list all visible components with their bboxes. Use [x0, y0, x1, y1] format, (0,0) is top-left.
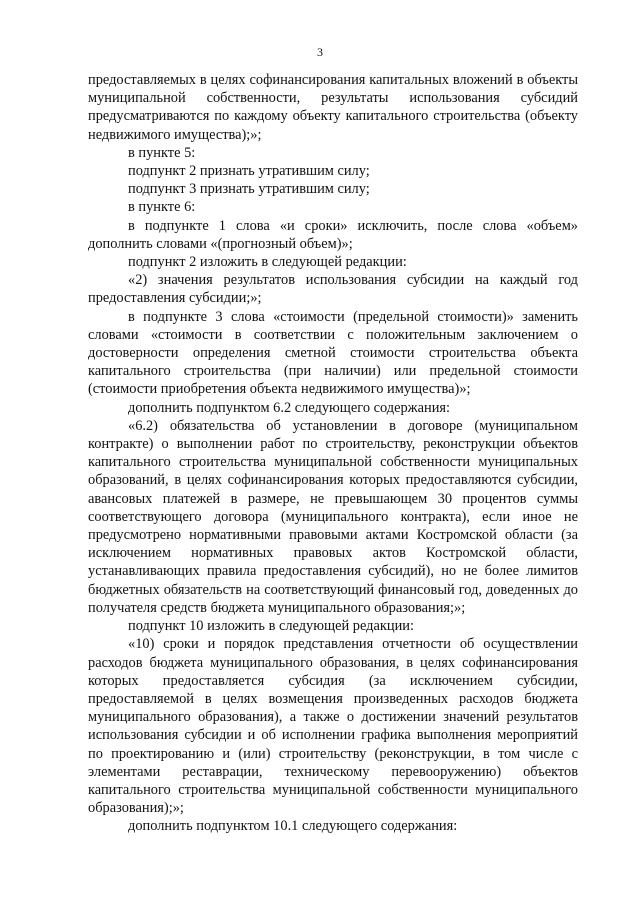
paragraph: «2) значения результатов использования субсидии на каждый год предоставления субсидии;»;: [88, 272, 578, 307]
paragraph: «6.2) обязательства об установлении в договоре (муниципальном контракте) о выполнении работ по строительству, реконструкции объектов капитального строительства муниципальной собственности муниципальных образований, в целях софинансирования которых предоставляются субсидии, авансовых платежей в размере, не превышающем 30 процентов суммы соответствующего договора (муниципального контракта), если иное не предусмотрено нормативными правовыми актами Костромской области (за исключением нормативных правовых актов Костромской области, устанавливающих правила предоставления субсидий), но не более лимитов бюджетных обязательств на соответствующий финансовый год, доведенных до получателя средств бюджета муниципального образования;»;: [88, 417, 578, 616]
page-number: 3: [317, 45, 323, 59]
paragraph: «10) сроки и порядок представления отчетности об осуществлении расходов бюджета муниципального образования, в целях софинансирования которых предоставляется субсидия (за исключением субсидии, предоставляемой в целях возмещения произведенных расходов бюджета муниципального образования), а также о достижении значений результатов использования субсидии и об исполнении графика выполнения мероприятий по проектированию и (или) строительству (реконструкции, в том числе с элементами реставрации, техническому перевооружению) объектов капитального строительства муниципальной собственности муниципального образования);»;: [88, 636, 578, 817]
paragraph: в пункте 5:: [128, 144, 196, 161]
paragraph: дополнить подпунктом 6.2 следующего содержания:: [128, 399, 451, 416]
paragraph: подпункт 3 признать утратившим силу;: [128, 181, 370, 198]
paragraph: дополнить подпунктом 10.1 следующего содержания:: [128, 818, 458, 835]
paragraph: в пункте 6:: [128, 199, 196, 216]
paragraph: предоставляемых в целях софинансирования капитальных вложений в объекты муниципальной собственности, результаты использования субсидий предусматриваются по каждому объекту капитального строительства (объекту недвижимого имущества);»;: [88, 72, 578, 143]
paragraph: подпункт 10 изложить в следующей редакции:: [128, 618, 414, 635]
paragraph: в подпункте 3 слова «стоимости (предельной стоимости)» заменить словами «стоимости в соответствии с положительным заключением о достоверности определения сметной стоимости строительства объекта капитального строительства (при наличии) или предельной стоимости (стоимости приобретения объекта недвижимого имущества)»;: [88, 308, 578, 398]
document-body: [88, 71, 578, 836]
paragraph: подпункт 2 признать утратившим силу;: [128, 163, 370, 180]
paragraph: в подпункте 1 слова «и сроки» исключить, после слова «объем» дополнить словами «(прогнозный объем)»;: [88, 217, 578, 252]
paragraph: подпункт 2 изложить в следующей редакции:: [128, 254, 407, 271]
